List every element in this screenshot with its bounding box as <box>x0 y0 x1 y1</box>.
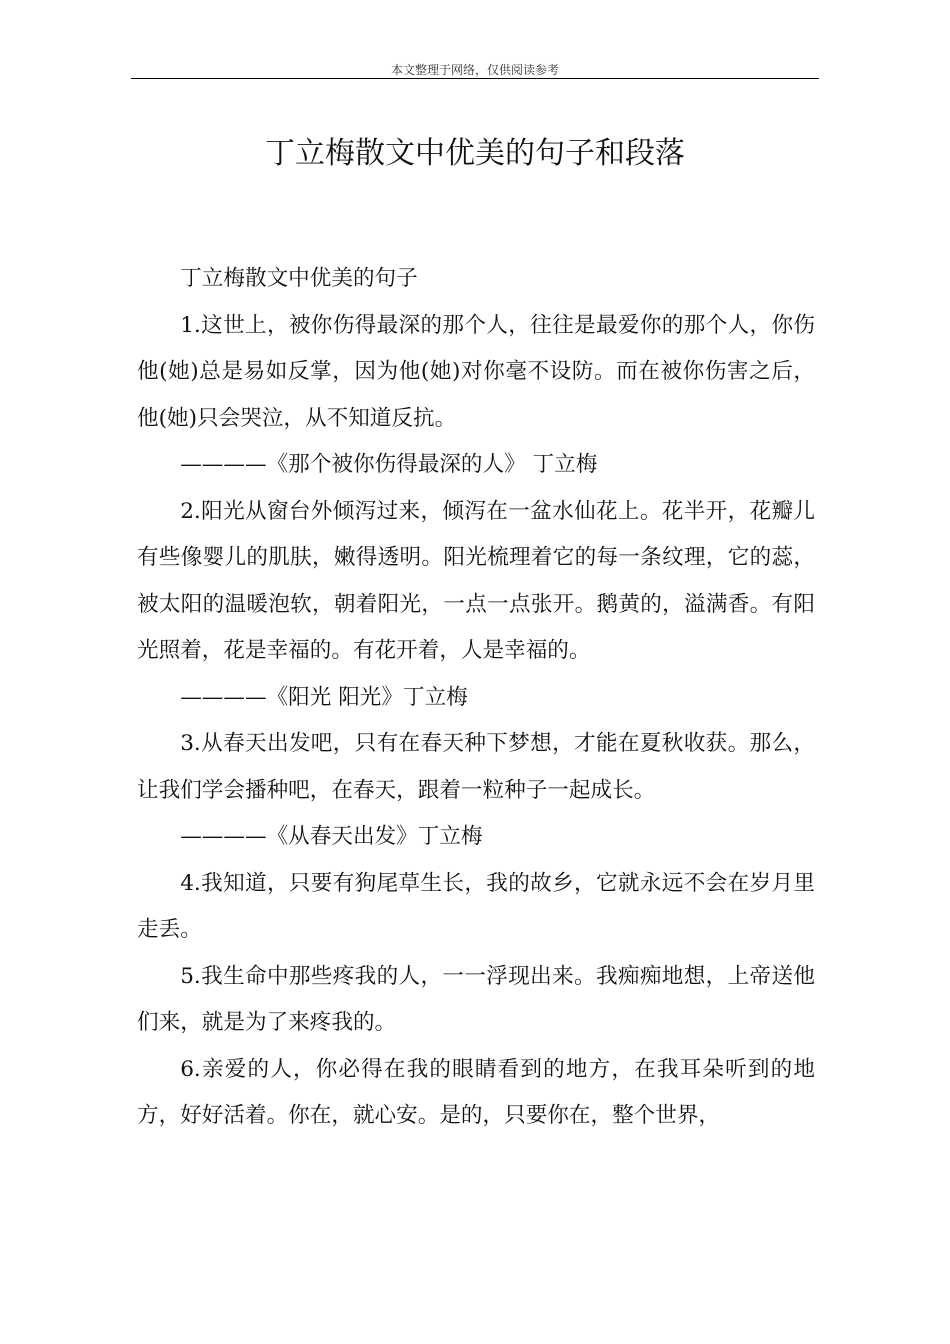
paragraph-quote-5: 5.我生命中那些疼我的人，一一浮现出来。我痴痴地想，上帝送他们来，就是为了来疼我的。 <box>137 963 815 1035</box>
paragraph-source-3: ————《从春天出发》丁立梅 <box>180 824 483 849</box>
paragraph-quote-4: 4.我知道，只要有狗尾草生长，我的故乡，它就永远不会在岁月里走丢。 <box>137 870 815 942</box>
paragraph-quote-2: 2.阳光从窗台外倾泻过来，倾泻在一盆水仙花上。花半开，花瓣儿有些像婴儿的肌肤，嫩得透明。阳光梳理着它的每一条纹理，它的蕊，被太阳的温暖泡软，朝着阳光，一点一点张开。鹅黄的，溢满香。有阳光照着，花是幸福的。有花开着，人是幸福的。 <box>137 498 815 663</box>
paragraph-quote-6: 6.亲爱的人，你必得在我的眼睛看到的地方，在我耳朵听到的地方，好好活着。你在，就心安。是的，只要你在，整个世界， <box>137 1056 815 1128</box>
paragraph-quote-1: 1.这世上，被你伤得最深的那个人，往往是最爱你的那个人，你伤他(她)总是易如反掌，因为他(她)对你毫不设防。而在被你伤害之后，他(她)只会哭泣，从不知道反抗。 <box>137 312 815 431</box>
document-title: 丁立梅散文中优美的句子和段落 <box>265 136 685 171</box>
paragraph-source-2: ————《阳光 阳光》丁立梅 <box>180 684 468 710</box>
page-header: 本文整理于网络，仅供阅读参考 <box>390 63 559 77</box>
document-body <box>137 256 815 1140</box>
paragraph-source-1: ————《那个被你伤得最深的人》 丁立梅 <box>180 452 598 477</box>
paragraph-quote-3: 3.从春天出发吧，只有在春天种下梦想，才能在夏秋收获。那么，让我们学会播种吧，在春天，跟着一粒种子一起成长。 <box>137 731 815 803</box>
header-divider <box>131 78 819 79</box>
paragraph-subheading: 丁立梅散文中优美的句子 <box>180 266 418 291</box>
